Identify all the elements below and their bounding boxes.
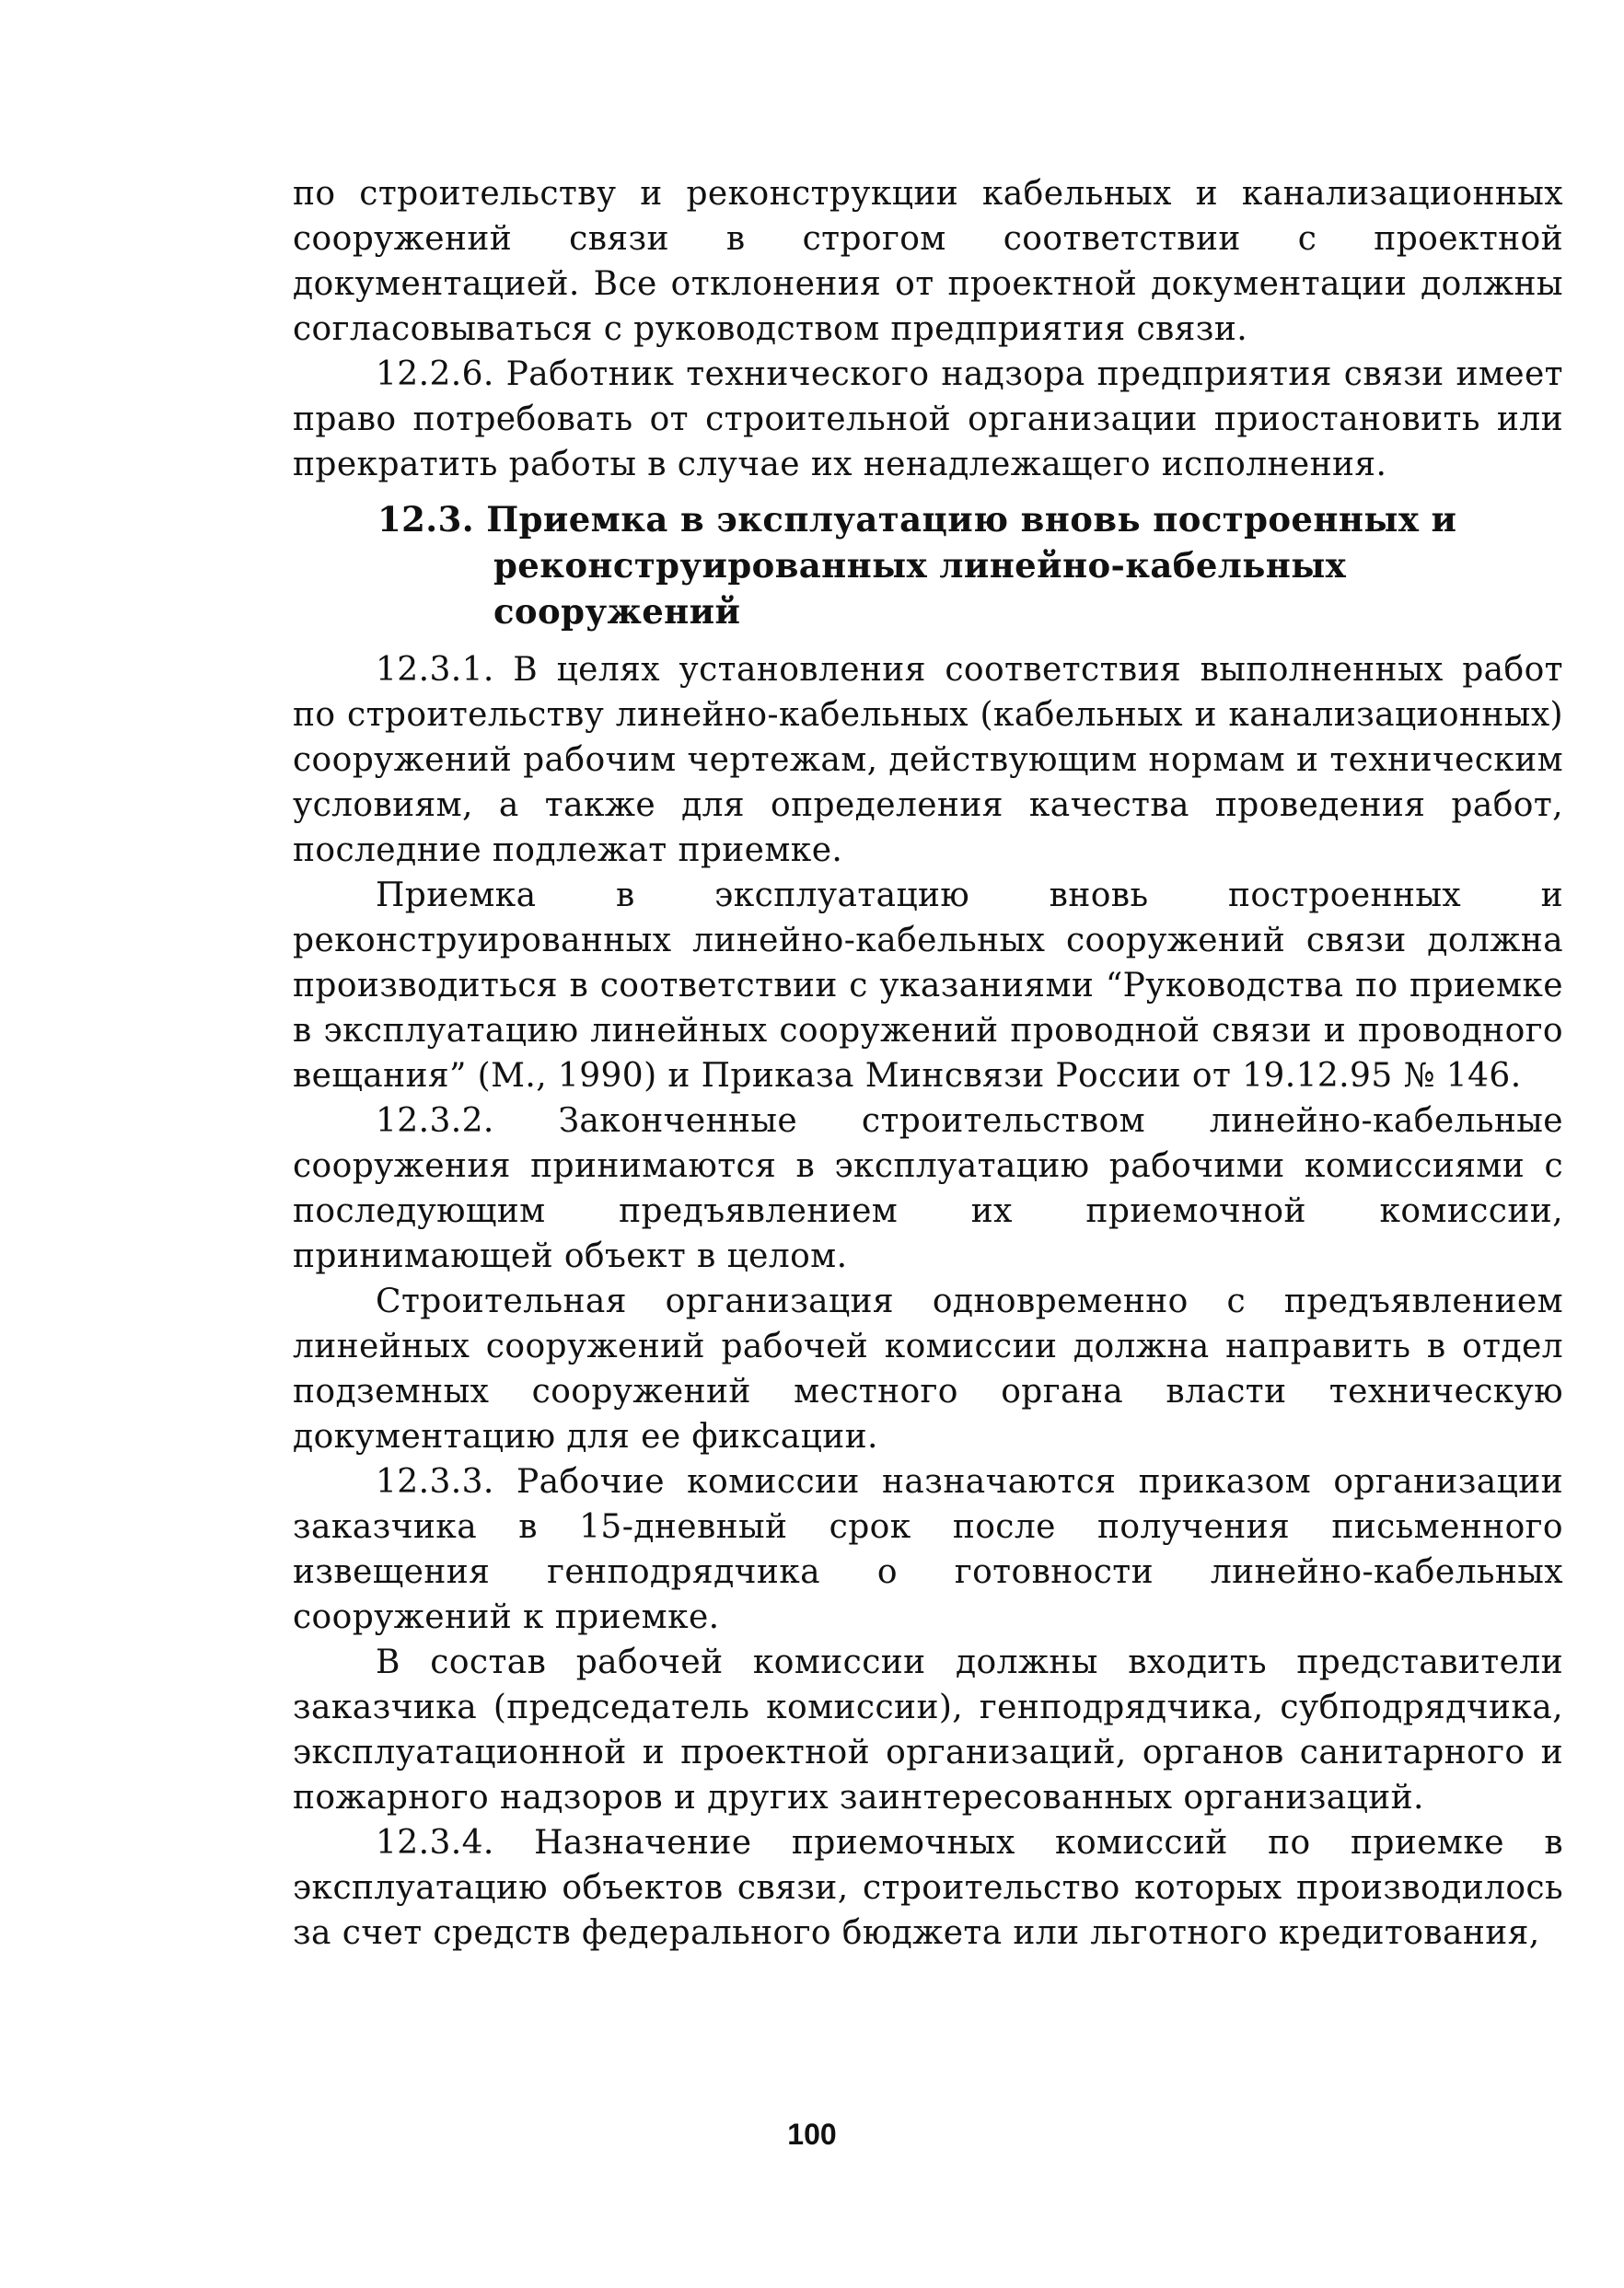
page-number: 100	[787, 2118, 837, 2151]
paragraph-12-3-3: 12.3.3. Рабочие комиссии назначаются приказом организации заказчика в 15-дневный срок после получения письменного извещения генподрядчика о готовности линейно-кабельных сооружений к приемке.	[293, 1463, 1563, 1636]
section-heading-12-3	[293, 496, 1563, 634]
body-text	[293, 171, 1563, 1956]
paragraph-acceptance: Приемка в эксплуатацию вновь построенных и реконструированных линейно-кабельных сооружений связи должна производиться в соответствии с указаниями “Руководства по приемке в эксплуатацию линейных сооружений проводной связи и проводного вещания” (М., 1990) и Приказа Минсвязи России от 19.12.95 № 146.	[293, 877, 1563, 1095]
paragraph-12-2-6: 12.2.6. Работник технического надзора предприятия связи имеет право потребовать от строительной организации приостановить или прекратить работы в случае их ненадлежащего исполнения.	[293, 355, 1563, 483]
paragraph-continued: по строительству и реконструкции кабельных и канализационных сооружений связи в строгом соответствии с проектной документацией. Все отклонения от проектной документации должны согласовываться с руководством предприятия связи.	[293, 175, 1563, 348]
paragraph-12-3-1: 12.3.1. В целях установления соответствия выполненных работ по строительству линейно-кабельных (кабельных и канализационных) сооружений рабочим чертежам, действующим нормам и техническим условиям, а также для определения качества проведения работ, последние подлежат приемке.	[293, 651, 1563, 869]
paragraph-12-3-2: 12.3.2. Законченные строительством линейно-кабельные сооружения принимаются в эксплуатацию рабочими комиссиями с последующим предъявлением их приемочной комиссии, принимающей объект в целом.	[293, 1102, 1563, 1275]
section-heading-line-2: реконструированных линейно-кабельных сооружений	[493, 545, 1347, 632]
paragraph-commission-composition: В состав рабочей комиссии должны входить представители заказчика (председатель комиссии), генподрядчика, субподрядчика, эксплуатационной и проектной организаций, органов санитарного и пожарного надзоров и других заинтересованных организаций.	[293, 1643, 1563, 1817]
paragraph-12-3-4: 12.3.4. Назначение приемочных комиссий по приемке в эксплуатацию объектов связи, строительство которых производилось за счет средств федерального бюджета или льготного кредитования,	[293, 1824, 1563, 1952]
section-heading-line-1: 12.3. Приемка в эксплуатацию вновь построенных и	[377, 499, 1457, 540]
paragraph-construction-org: Строительная организация одновременно с предъявлением линейных сооружений рабочей комиссии должна направить в отдел подземных сооружений местного органа власти техническую документацию для ее фиксации.	[293, 1283, 1563, 1456]
